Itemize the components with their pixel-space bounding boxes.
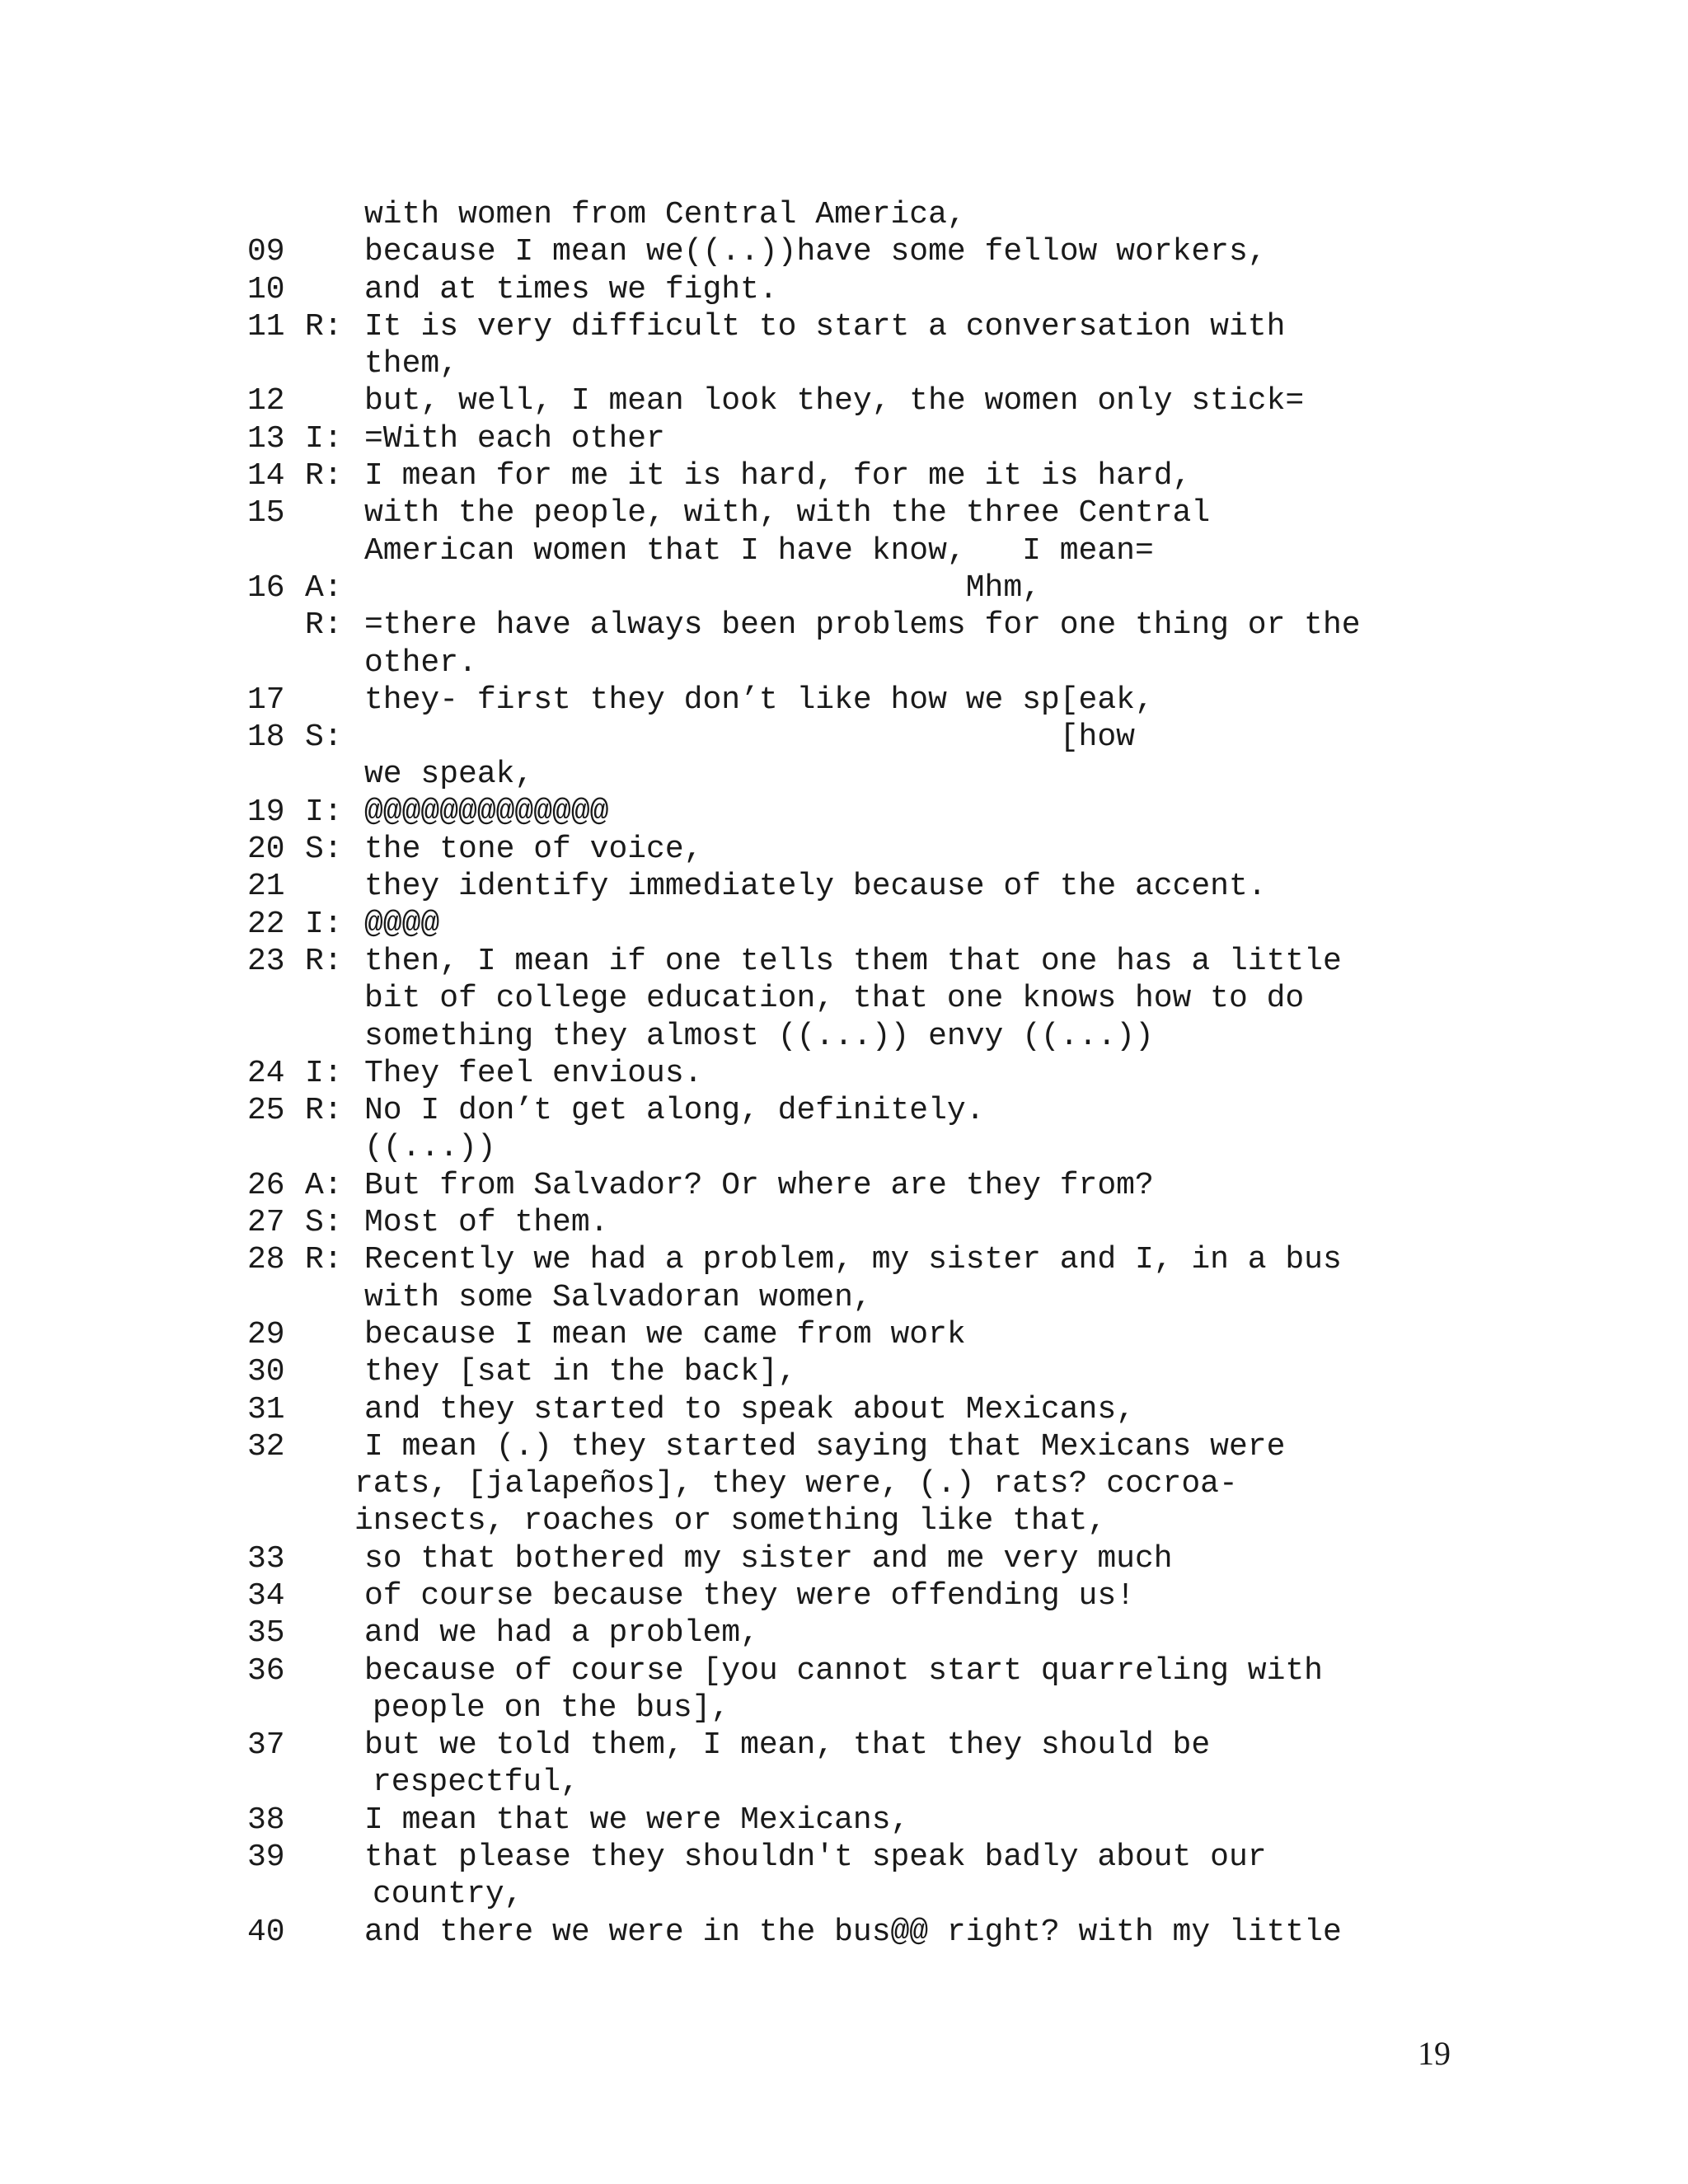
utterance-text: I mean for me it is hard, for me it is hard, — [364, 458, 1192, 494]
line-number: 40 — [247, 1914, 285, 1950]
line-number: 28 — [247, 1242, 285, 1278]
transcript-line — [247, 308, 1451, 345]
utterance-text: American women that I have know, I mean= — [364, 532, 1154, 569]
line-number: 26 — [247, 1167, 285, 1203]
utterance-text: @@@@ — [364, 906, 440, 942]
speaker-label — [305, 1279, 364, 1316]
speaker-label — [305, 532, 364, 569]
speaker-label: A: — [305, 1167, 343, 1203]
transcript-line — [247, 1279, 1451, 1316]
transcript-line — [247, 345, 1451, 382]
speaker-label — [305, 233, 364, 270]
line-number: 20 — [247, 832, 285, 868]
transcript-line — [247, 1241, 1451, 1278]
utterance-text: Most of them. — [364, 1205, 609, 1241]
utterance-text: I mean that we were Mexicans, — [364, 1802, 910, 1838]
utterance-text: people on the bus], — [373, 1690, 730, 1726]
transcript-line — [247, 1839, 1451, 1876]
utterance-text: but we told them, I mean, that they should be — [364, 1727, 1211, 1764]
speaker-label: R: — [305, 607, 343, 644]
transcript-line — [247, 1764, 1451, 1801]
speaker-label: S: — [305, 1205, 343, 1241]
line-number — [247, 345, 305, 382]
transcript-line — [247, 1167, 1451, 1204]
utterance-text: because I mean we((..))have some fellow workers, — [364, 234, 1267, 270]
speaker-label — [305, 644, 364, 682]
utterance-text: and there we were in the bus@@ right? with my little — [364, 1914, 1342, 1950]
utterance-text: [how — [364, 719, 1135, 756]
line-number: 34 — [247, 1577, 285, 1614]
line-number: 36 — [247, 1652, 285, 1689]
page-number: 19 — [1418, 2035, 1451, 2072]
transcript-line — [247, 1204, 1451, 1241]
speaker-label: I: — [305, 420, 343, 457]
line-number — [247, 607, 305, 644]
transcript-line — [247, 644, 1451, 682]
transcript-line — [247, 196, 1451, 233]
transcript-line — [247, 1652, 1451, 1690]
line-number: 13 — [247, 420, 285, 457]
line-number — [247, 1129, 305, 1166]
speaker-label — [305, 1353, 364, 1390]
speaker-label — [305, 1727, 364, 1764]
speaker-label — [305, 1802, 364, 1839]
transcript-line — [247, 1129, 1451, 1166]
speaker-label — [305, 1316, 364, 1353]
line-number: 10 — [247, 271, 285, 307]
speaker-label — [305, 1018, 364, 1055]
transcript-line — [247, 1018, 1451, 1055]
utterance-text: They feel envious. — [364, 1055, 703, 1091]
speaker-label — [305, 271, 364, 308]
utterance-text: =With each other — [364, 420, 665, 457]
utterance-text: But from Salvador? Or where are they from? — [364, 1167, 1154, 1203]
transcript-line — [247, 607, 1451, 644]
speaker-label: R: — [305, 1093, 343, 1129]
transcript-line — [247, 1353, 1451, 1390]
speaker-label — [305, 196, 364, 233]
utterance-text: we speak, — [364, 757, 534, 793]
transcript-line — [247, 1428, 1451, 1465]
utterance-text: they- first they don’t like how we sp[eak, — [364, 682, 1154, 718]
line-number — [247, 196, 305, 233]
speaker-label: I: — [305, 906, 343, 942]
speaker-label: R: — [305, 458, 343, 494]
speaker-label: S: — [305, 832, 343, 868]
transcript-line — [247, 233, 1451, 270]
transcript-line — [247, 271, 1451, 308]
speaker-label — [305, 382, 364, 419]
speaker-label — [305, 1577, 364, 1615]
transcript-line — [247, 906, 1451, 943]
line-number: 22 — [247, 906, 285, 942]
transcript-line — [247, 1577, 1451, 1615]
line-number — [247, 980, 305, 1017]
line-number: 32 — [247, 1428, 285, 1465]
line-number: 16 — [247, 569, 285, 606]
line-number: 12 — [247, 383, 285, 419]
utterance-text: but, well, I mean look they, the women only stick= — [364, 383, 1305, 419]
line-number: 30 — [247, 1354, 285, 1390]
speaker-label — [305, 494, 364, 532]
speaker-label — [305, 980, 364, 1017]
speaker-label: S: — [305, 719, 343, 756]
speaker-label: R: — [305, 943, 343, 979]
speaker-label — [305, 868, 364, 905]
utterance-text: because of course [you cannot start quarreling with — [364, 1652, 1323, 1689]
transcript-line — [247, 831, 1451, 868]
speaker-label — [305, 1652, 364, 1690]
line-number — [247, 644, 305, 682]
transcript-line — [247, 868, 1451, 905]
utterance-text: insects, roaches or something like that, — [354, 1503, 1107, 1540]
transcript-line — [247, 1876, 1451, 1913]
utterance-text: of course because they were offending us! — [364, 1577, 1135, 1614]
utterance-text: other. — [364, 644, 477, 681]
transcript-line — [247, 1615, 1451, 1652]
speaker-label — [305, 1129, 364, 1166]
utterance-text: bit of college education, that one knows how to do — [364, 981, 1305, 1017]
transcript-line — [247, 943, 1451, 980]
utterance-text: the tone of voice, — [364, 832, 703, 868]
speaker-label — [305, 345, 364, 382]
utterance-text: so that bothered my sister and me very much — [364, 1540, 1173, 1577]
line-number: 38 — [247, 1802, 285, 1838]
line-number — [247, 1465, 305, 1502]
transcript-line — [247, 569, 1451, 607]
line-number — [247, 1279, 305, 1316]
utterance-text: No I don’t get along, definitely. — [364, 1093, 985, 1129]
transcript-line — [247, 494, 1451, 532]
transcript-line — [247, 382, 1451, 419]
line-number: 35 — [247, 1615, 285, 1652]
utterance-text: =there have always been problems for one thing or the — [364, 607, 1361, 644]
utterance-text: I mean (.) they started saying that Mexicans were — [364, 1428, 1286, 1465]
line-number: 33 — [247, 1540, 285, 1577]
transcript — [247, 196, 1451, 1951]
speaker-label: A: — [305, 569, 343, 606]
speaker-label — [305, 1391, 364, 1428]
line-number — [247, 1876, 305, 1913]
utterance-text: with some Salvadoran women, — [364, 1279, 872, 1315]
transcript-line — [247, 1802, 1451, 1839]
utterance-text: with the people, with, with the three Central — [364, 495, 1211, 532]
transcript-line — [247, 756, 1451, 793]
utterance-text: and we had a problem, — [364, 1615, 759, 1652]
transcript-line — [247, 1540, 1451, 1577]
utterance-text: Recently we had a problem, my sister and I, in a bus — [364, 1242, 1342, 1278]
speaker-label: R: — [305, 1242, 343, 1278]
transcript-line — [247, 980, 1451, 1017]
line-number — [247, 532, 305, 569]
speaker-label — [305, 1764, 364, 1801]
line-number: 18 — [247, 719, 285, 756]
utterance-text: @@@@@@@@@@@@@ — [364, 794, 609, 830]
line-number: 25 — [247, 1093, 285, 1129]
speaker-label — [305, 1540, 364, 1577]
utterance-text: because I mean we came from work — [364, 1316, 966, 1352]
transcript-line — [247, 719, 1451, 756]
transcript-line — [247, 1465, 1451, 1502]
line-number: 15 — [247, 495, 285, 532]
utterance-text: rats, [jalapeños], they were, (.) rats? cocroa- — [354, 1466, 1238, 1502]
line-number: 19 — [247, 794, 285, 830]
line-number — [247, 756, 305, 793]
line-number — [247, 1018, 305, 1055]
speaker-label: I: — [305, 794, 343, 830]
utterance-text: then, I mean if one tells them that one has a little — [364, 943, 1342, 979]
transcript-line — [247, 1690, 1451, 1727]
utterance-text: they [sat in the back], — [364, 1354, 797, 1390]
line-number: 23 — [247, 943, 285, 979]
transcript-line — [247, 1316, 1451, 1353]
utterance-text: that please they shouldn't speak badly about our — [364, 1840, 1267, 1876]
utterance-text: them, — [364, 346, 459, 382]
utterance-text: with women from Central America, — [364, 197, 966, 232]
utterance-text: country, — [373, 1877, 523, 1913]
utterance-text: and at times we fight. — [364, 271, 778, 307]
transcript-line — [247, 1391, 1451, 1428]
utterance-text: they identify immediately because of the accent. — [364, 869, 1267, 905]
line-number: 37 — [247, 1727, 285, 1764]
transcript-line — [247, 1055, 1451, 1092]
transcript-line — [247, 1914, 1451, 1951]
utterance-text: respectful, — [373, 1765, 579, 1801]
speaker-label — [305, 1428, 364, 1465]
line-number — [247, 1690, 305, 1727]
line-number: 39 — [247, 1840, 285, 1876]
speaker-label: R: — [305, 308, 343, 344]
transcript-line — [247, 1092, 1451, 1129]
utterance-text: something they almost ((...)) envy ((...)) — [364, 1018, 1154, 1054]
line-number: 24 — [247, 1055, 285, 1091]
transcript-line — [247, 1502, 1451, 1540]
line-number: 17 — [247, 682, 285, 718]
transcript-line — [247, 1727, 1451, 1764]
line-number: 29 — [247, 1316, 285, 1352]
transcript-line — [247, 457, 1451, 494]
transcript-line — [247, 682, 1451, 719]
utterance-text: It is very difficult to start a conversation with — [364, 308, 1286, 344]
line-number: 27 — [247, 1205, 285, 1241]
line-number: 21 — [247, 869, 285, 905]
line-number — [247, 1764, 305, 1801]
speaker-label: I: — [305, 1055, 343, 1091]
speaker-label — [305, 1690, 364, 1727]
speaker-label — [305, 1839, 364, 1876]
transcript-line — [247, 794, 1451, 831]
line-number: 31 — [247, 1391, 285, 1427]
utterance-text: ((...)) — [364, 1130, 496, 1166]
transcript-line — [247, 532, 1451, 569]
speaker-label — [305, 1914, 364, 1951]
speaker-label — [305, 682, 364, 719]
line-number — [247, 1502, 305, 1540]
utterance-text: Mhm, — [364, 569, 1041, 606]
speaker-label — [305, 1876, 364, 1913]
line-number: 11 — [247, 308, 285, 344]
transcript-line — [247, 420, 1451, 457]
line-number: 14 — [247, 458, 285, 494]
line-number: 09 — [247, 234, 285, 270]
utterance-text: and they started to speak about Mexicans, — [364, 1391, 1135, 1427]
speaker-label — [305, 1615, 364, 1652]
speaker-label — [305, 756, 364, 793]
